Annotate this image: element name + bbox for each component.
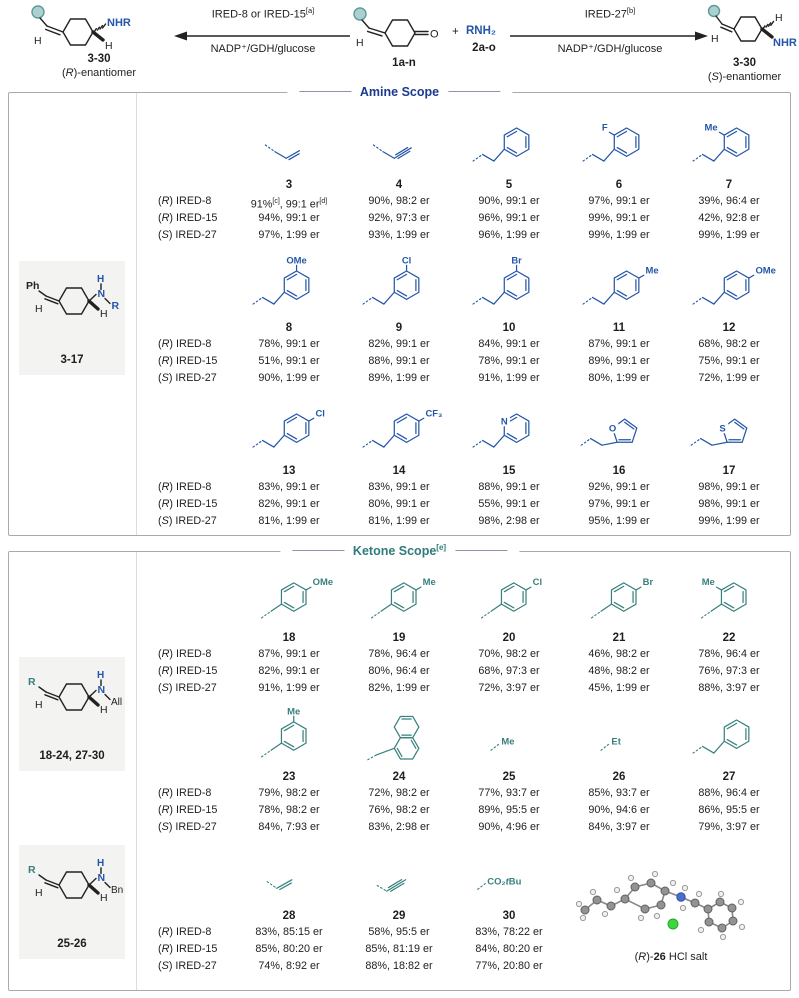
left-product-enantiomer: (R)-enantiomer — [62, 67, 136, 79]
spacer — [146, 566, 234, 630]
row-label: (R) IRED-15 — [158, 943, 218, 955]
chloride-ion — [668, 919, 678, 929]
row-label: (R) IRED-15 — [158, 804, 218, 816]
ketone-core-label-1: 18-24, 27-30 — [39, 750, 105, 762]
result-cell: 68%, 98:2 er — [698, 338, 760, 350]
result-cell: 45%, 1:99 er — [588, 682, 650, 694]
result-cell: 84%, 99:1 er — [478, 338, 540, 350]
spacer — [146, 252, 234, 320]
result-cell: 91%, 1:99 er — [478, 372, 540, 384]
svg-text:Ph: Ph — [26, 280, 40, 292]
ketone-core-structure-2 — [19, 849, 125, 935]
result-cell: 70%, 98:2 er — [478, 648, 540, 660]
result-cell: 97%, 99:1 er — [588, 498, 650, 510]
compound-structure-21 — [564, 566, 674, 630]
result-cell: 99%, 1:99 er — [698, 515, 760, 527]
result-cell: 90%, 99:1 er — [478, 195, 540, 207]
svg-text:O: O — [608, 423, 617, 435]
result-cell: 89%, 1:99 er — [368, 372, 430, 384]
right-arrow-conditions-bottom: NADP⁺/GDH/glucose — [557, 43, 663, 55]
result-cell: 78%, 96:4 er — [698, 648, 760, 660]
svg-text:H: H — [97, 274, 105, 285]
row-label: (R) IRED-8 — [158, 481, 212, 493]
svg-text:Cl: Cl — [315, 408, 325, 420]
compound-structure-24 — [344, 705, 454, 769]
result-cell: 72%, 1:99 er — [698, 372, 760, 384]
compound-structure-18 — [234, 566, 344, 630]
compound-number-5: 5 — [505, 179, 513, 191]
svg-text:H: H — [100, 704, 108, 716]
compound-structure-19 — [344, 566, 454, 630]
svg-text:Br: Br — [642, 577, 654, 589]
svg-text:H: H — [711, 33, 719, 45]
compound-structure-4 — [344, 109, 454, 177]
svg-text:All: All — [111, 697, 123, 708]
compound-number-3: 3 — [285, 179, 293, 191]
svg-text:Et: Et — [611, 736, 621, 748]
crystal-structure-image — [571, 852, 771, 948]
compound-number-15: 15 — [502, 465, 516, 477]
compound-group — [146, 705, 790, 836]
result-cell: 51%, 99:1 er — [258, 355, 320, 367]
plus-sign: + — [452, 26, 459, 38]
compound-number-30: 30 — [502, 910, 516, 922]
compound-structure-27 — [674, 705, 784, 769]
amine-reagent-formula: RNH₂ — [466, 25, 497, 37]
svg-text:H: H — [775, 12, 783, 24]
svg-text:CF₃: CF₃ — [425, 408, 443, 420]
result-cell: 76%, 97:3 er — [698, 665, 760, 677]
result-cell: 79%, 3:97 er — [698, 821, 760, 833]
result-cell: 78%, 96:4 er — [368, 648, 430, 660]
row-label: (S) IRED-27 — [158, 229, 217, 241]
result-cell: 96%, 99:1 er — [478, 212, 540, 224]
svg-text:OMe: OMe — [286, 256, 307, 267]
compound-number-27: 27 — [722, 771, 736, 783]
result-cell: 96%, 1:99 er — [478, 229, 540, 241]
ketone-scope-panel — [8, 543, 791, 991]
compound-number-20: 20 — [502, 632, 516, 644]
result-cell: 87%, 99:1 er — [588, 338, 650, 350]
svg-text:N: N — [97, 872, 106, 884]
svg-text:R: R — [111, 300, 120, 312]
result-cell: 97%, 1:99 er — [258, 229, 320, 241]
spacer — [146, 844, 234, 908]
result-cell: 77%, 20:80 er — [475, 960, 543, 972]
result-cell: 97%, 99:1 er — [588, 195, 650, 207]
result-cell: 91%, 1:99 er — [258, 682, 320, 694]
compound-number-25: 25 — [502, 771, 516, 783]
compound-number-28: 28 — [282, 910, 296, 922]
svg-text:H: H — [97, 670, 105, 681]
ketone-core-label-2: 25-26 — [57, 938, 87, 950]
result-cell: 39%, 96:4 er — [698, 195, 760, 207]
compound-structure-7 — [674, 109, 784, 177]
svg-text:H: H — [34, 35, 42, 47]
result-cell: 88%, 99:1 er — [368, 355, 430, 367]
amine-core-label: 3-17 — [60, 354, 84, 366]
row-label: (R) IRED-8 — [158, 648, 212, 660]
result-cell: 88%, 3:97 er — [698, 682, 760, 694]
compound-number-10: 10 — [502, 322, 516, 334]
compound-structure-22 — [674, 566, 784, 630]
svg-text:H: H — [100, 308, 108, 320]
compound-number-23: 23 — [282, 771, 296, 783]
compound-structure-5 — [454, 109, 564, 177]
compound-group — [146, 566, 790, 697]
svg-text:Cl: Cl — [532, 577, 543, 589]
result-cell: 91%[c], 99:1 er[d] — [250, 198, 328, 211]
result-cell: 82%, 99:1 er — [258, 665, 320, 677]
result-cell: 98%, 99:1 er — [698, 481, 760, 493]
compound-structure-12 — [674, 252, 784, 320]
left-product-structure — [14, 2, 184, 54]
svg-text:Me: Me — [645, 265, 659, 277]
result-cell: 83%, 99:1 er — [368, 481, 430, 493]
svg-text:H: H — [356, 37, 364, 49]
crystal-structure-label: (R)-26 HCl salt — [634, 951, 708, 963]
compound-structure-8 — [234, 252, 344, 320]
compound-number-21: 21 — [612, 632, 626, 644]
compound-structure-29 — [344, 844, 454, 908]
result-cell: 83%, 78:22 er — [475, 926, 543, 938]
amine-sidebar — [9, 93, 137, 535]
compound-number-26: 26 — [612, 771, 626, 783]
result-cell: 46%, 98:2 er — [588, 648, 650, 660]
crystal-structure — [566, 852, 776, 963]
compound-number-12: 12 — [722, 322, 736, 334]
svg-text:H: H — [100, 892, 108, 904]
compound-number-9: 9 — [395, 322, 403, 334]
result-cell: 90%, 1:99 er — [258, 372, 320, 384]
ketone-substrate-structure — [344, 4, 464, 56]
compound-structure-9 — [344, 252, 454, 320]
result-cell: 77%, 93:7 er — [478, 787, 540, 799]
result-cell: 90%, 98:2 er — [368, 195, 430, 207]
svg-text:Br: Br — [511, 256, 522, 267]
svg-text:Bn: Bn — [111, 885, 124, 896]
spacer — [146, 320, 234, 336]
compound-structure-14 — [344, 395, 454, 463]
compound-number-13: 13 — [282, 465, 296, 477]
result-cell: 98%, 2:98 er — [478, 515, 540, 527]
compound-number-17: 17 — [722, 465, 736, 477]
svg-text:H: H — [105, 40, 113, 52]
spacer — [146, 109, 234, 177]
row-label: (R) IRED-15 — [158, 212, 218, 224]
result-cell: 80%, 1:99 er — [588, 372, 650, 384]
row-label: (S) IRED-27 — [158, 682, 217, 694]
right-arrow-conditions-top: IRED-27[b] — [584, 6, 636, 21]
result-cell: 72%, 3:97 er — [478, 682, 540, 694]
compound-structure-3 — [234, 109, 344, 177]
compound-structure-20 — [454, 566, 564, 630]
result-cell: 90%, 94:6 er — [588, 804, 650, 816]
result-cell: 99%, 99:1 er — [588, 212, 650, 224]
compound-group — [146, 395, 790, 530]
result-cell: 82%, 99:1 er — [368, 338, 430, 350]
svg-text:H: H — [35, 887, 43, 899]
result-cell: 79%, 98:2 er — [258, 787, 320, 799]
compound-number-24: 24 — [392, 771, 406, 783]
svg-text:Me: Me — [704, 122, 718, 134]
right-product-structure — [702, 2, 798, 54]
svg-text:Cl: Cl — [401, 256, 412, 267]
svg-text:N: N — [97, 684, 106, 696]
svg-text:NHR: NHR — [107, 17, 131, 29]
row-label: (S) IRED-27 — [158, 372, 217, 384]
result-cell: 99%, 1:99 er — [588, 229, 650, 241]
spacer — [146, 463, 234, 479]
svg-text:N: N — [500, 416, 508, 428]
spacer — [146, 395, 234, 463]
result-cell: 78%, 99:1 er — [478, 355, 540, 367]
compound-number-8: 8 — [285, 322, 293, 334]
compound-number-14: 14 — [392, 465, 406, 477]
result-cell: 88%, 96:4 er — [698, 787, 760, 799]
result-cell: 48%, 98:2 er — [588, 665, 650, 677]
result-cell: 92%, 99:1 er — [588, 481, 650, 493]
result-cell: 78%, 98:2 er — [258, 804, 320, 816]
left-reaction-arrow — [172, 30, 354, 42]
result-cell: 89%, 99:1 er — [588, 355, 650, 367]
result-cell: 87%, 99:1 er — [258, 648, 320, 660]
amine-core-structure-box — [19, 261, 125, 375]
result-cell: 88%, 99:1 er — [478, 481, 540, 493]
compound-number-22: 22 — [722, 632, 736, 644]
svg-text:Me: Me — [422, 577, 436, 589]
ketone-scope-title: Ketone Scope[e] — [280, 543, 519, 558]
svg-text:N: N — [97, 288, 106, 300]
result-cell: 81%, 1:99 er — [258, 515, 320, 527]
amine-reagent-number: 2a-o — [472, 42, 496, 54]
svg-text:R: R — [28, 676, 36, 688]
result-cell: 72%, 98:2 er — [368, 787, 430, 799]
result-cell: 55%, 99:1 er — [478, 498, 540, 510]
result-cell: 90%, 4:96 er — [478, 821, 540, 833]
row-label: (R) IRED-8 — [158, 926, 212, 938]
left-arrow-conditions-top: IRED-8 or IRED-15[a] — [211, 6, 315, 21]
result-cell: 83%, 85:15 er — [255, 926, 323, 938]
row-label: (S) IRED-27 — [158, 515, 217, 527]
compound-number-19: 19 — [392, 632, 406, 644]
right-product-number: 3-30 — [732, 57, 757, 69]
compound-number-4: 4 — [395, 179, 403, 191]
svg-text:Me: Me — [701, 577, 715, 589]
result-cell: 81%, 1:99 er — [368, 515, 430, 527]
result-cell: 80%, 96:4 er — [368, 665, 430, 677]
result-cell: 85%, 81:19 er — [365, 943, 433, 955]
svg-text:H: H — [97, 858, 105, 869]
result-cell: 84%, 7:93 er — [258, 821, 320, 833]
spacer — [146, 705, 234, 769]
compound-number-29: 29 — [392, 910, 406, 922]
result-cell: 76%, 98:2 er — [368, 804, 430, 816]
svg-text:F: F — [601, 122, 608, 134]
right-reaction-arrow — [510, 30, 710, 42]
result-cell: 78%, 99:1 er — [258, 338, 320, 350]
compound-number-16: 16 — [612, 465, 626, 477]
left-arrow-conditions-bottom: NADP⁺/GDH/glucose — [210, 43, 316, 55]
result-cell: 89%, 95:5 er — [478, 804, 540, 816]
result-cell: 86%, 95:5 er — [698, 804, 760, 816]
compound-number-18: 18 — [282, 632, 296, 644]
amine-table — [136, 93, 790, 535]
compound-group — [146, 109, 790, 244]
compound-number-11: 11 — [612, 322, 626, 334]
row-label: (R) IRED-15 — [158, 498, 218, 510]
compound-structure-16 — [564, 395, 674, 463]
ketone-sidebar — [9, 552, 137, 990]
spacer — [146, 769, 234, 785]
svg-text:OMe: OMe — [755, 265, 776, 277]
amine-scope-panel — [8, 85, 791, 536]
result-cell: 42%, 92:8 er — [698, 212, 760, 224]
result-cell: 92%, 97:3 er — [368, 212, 430, 224]
row-label: (S) IRED-27 — [158, 821, 217, 833]
result-cell: 99%, 1:99 er — [698, 229, 760, 241]
compound-structure-28 — [234, 844, 344, 908]
result-cell: 82%, 99:1 er — [258, 498, 320, 510]
compound-structure-13 — [234, 395, 344, 463]
compound-structure-6 — [564, 109, 674, 177]
ketone-core-structure-box-2 — [19, 845, 125, 959]
result-cell: 93%, 1:99 er — [368, 229, 430, 241]
result-cell: 85%, 80:20 er — [255, 943, 323, 955]
row-label: (R) IRED-15 — [158, 355, 218, 367]
right-product-enantiomer: (S)-enantiomer — [707, 71, 782, 83]
svg-text:H: H — [35, 699, 43, 711]
amine-core-structure — [19, 265, 125, 351]
svg-text:CO₂tBu: CO₂tBu — [487, 876, 522, 888]
row-label: (R) IRED-8 — [158, 195, 212, 207]
result-cell: 95%, 1:99 er — [588, 515, 650, 527]
row-label: (R) IRED-8 — [158, 787, 212, 799]
compound-structure-15 — [454, 395, 564, 463]
result-cell: 84%, 80:20 er — [475, 943, 543, 955]
nitrogen-atom — [677, 893, 685, 901]
svg-text:R: R — [28, 864, 36, 876]
result-cell: 80%, 99:1 er — [368, 498, 430, 510]
compound-structure-26 — [564, 705, 674, 769]
left-product-number: 3-30 — [87, 53, 111, 65]
result-cell: 84%, 3:97 er — [588, 821, 650, 833]
ketone-core-structure-box-1 — [19, 657, 125, 771]
svg-text:OMe: OMe — [312, 577, 334, 589]
svg-text:Me: Me — [501, 736, 515, 748]
reaction-scheme — [0, 0, 799, 90]
result-cell: 75%, 99:1 er — [698, 355, 760, 367]
compound-number-6: 6 — [615, 179, 623, 191]
result-cell: 94%, 99:1 er — [258, 212, 320, 224]
svg-text:S: S — [719, 423, 726, 435]
result-cell: 82%, 1:99 er — [368, 682, 430, 694]
amine-scope-title: Amine Scope — [287, 84, 512, 99]
row-label: (R) IRED-8 — [158, 338, 212, 350]
ketone-core-structure-1 — [19, 661, 125, 747]
result-cell: 58%, 95:5 er — [368, 926, 430, 938]
svg-text:NHR: NHR — [773, 37, 797, 49]
compound-group — [146, 252, 790, 387]
result-cell: 83%, 2:98 er — [368, 821, 430, 833]
compound-number-7: 7 — [725, 179, 733, 191]
compound-structure-11 — [564, 252, 674, 320]
compound-structure-30 — [454, 844, 564, 908]
result-cell: 85%, 93:7 er — [588, 787, 650, 799]
svg-text:O: O — [430, 28, 439, 41]
compound-structure-17 — [674, 395, 784, 463]
spacer — [146, 908, 234, 924]
compound-structure-25 — [454, 705, 564, 769]
result-cell: 88%, 18:82 er — [365, 960, 433, 972]
spacer — [146, 177, 234, 193]
result-cell: 83%, 99:1 er — [258, 481, 320, 493]
compound-structure-10 — [454, 252, 564, 320]
spacer — [146, 630, 234, 646]
compound-structure-23 — [234, 705, 344, 769]
row-label: (R) IRED-15 — [158, 665, 218, 677]
result-cell: 98%, 99:1 er — [698, 498, 760, 510]
svg-text:Me: Me — [287, 706, 301, 718]
result-cell: 74%, 8:92 er — [258, 960, 320, 972]
row-label: (S) IRED-27 — [158, 960, 217, 972]
ketone-substrate-number: 1a-n — [392, 57, 416, 69]
svg-text:H: H — [35, 303, 43, 315]
result-cell: 68%, 97:3 er — [478, 665, 540, 677]
